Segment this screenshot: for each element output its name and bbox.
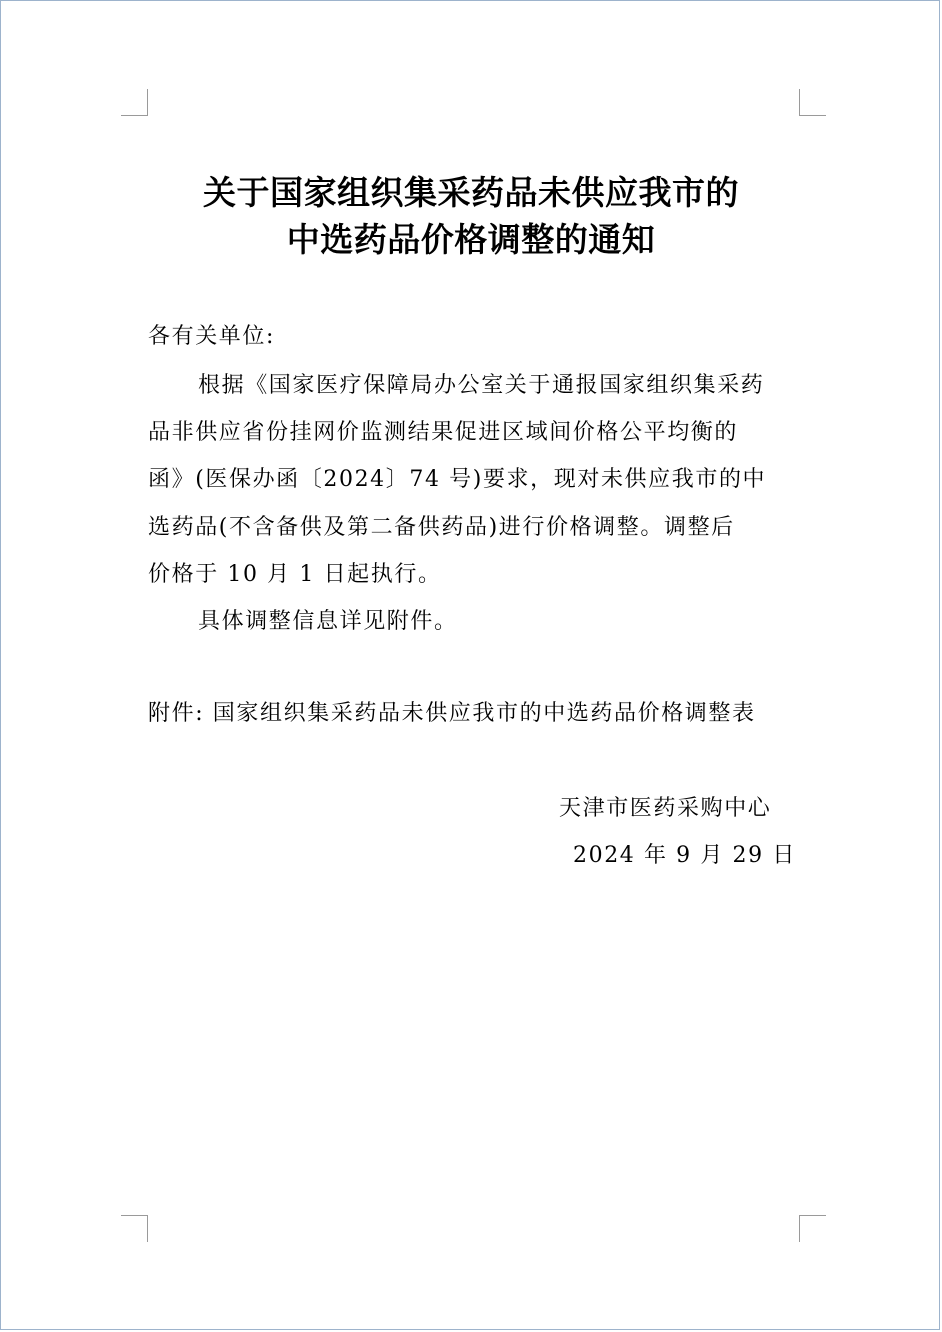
body-line-5: 价格于 10 月 1 日起执行。 xyxy=(148,562,442,587)
body-line-2: 品非供应省份挂网价监测结果促进区域间价格公平均衡的 xyxy=(148,420,739,445)
attachment-line: 附件: 国家组织集采药品未供应我市的中选药品价格调整表 xyxy=(148,701,756,726)
crop-mark-top-left xyxy=(121,89,148,116)
crop-mark-top-right xyxy=(799,89,826,116)
details-line: 具体调整信息详见附件。 xyxy=(198,609,458,634)
document-title-line-2: 中选药品价格调整的通知 xyxy=(286,220,656,259)
issue-date: 2024 年 9 月 29 日 xyxy=(573,843,796,868)
body-line-4: 选药品(不含备供及第二备供药品)进行价格调整。调整后 xyxy=(148,515,735,540)
crop-mark-bottom-right xyxy=(799,1215,826,1242)
crop-mark-bottom-left xyxy=(121,1215,148,1242)
issuer-name: 天津市医药采购中心 xyxy=(559,796,772,821)
body-line-1: 根据《国家医疗保障局办公室关于通报国家组织集采药 xyxy=(198,373,765,398)
salutation: 各有关单位: xyxy=(148,324,276,349)
document-title-line-1: 关于国家组织集采药品未供应我市的 xyxy=(203,173,739,212)
body-line-3: 函》(医保办函〔2024〕74 号)要求，现对未供应我市的中 xyxy=(148,467,767,492)
